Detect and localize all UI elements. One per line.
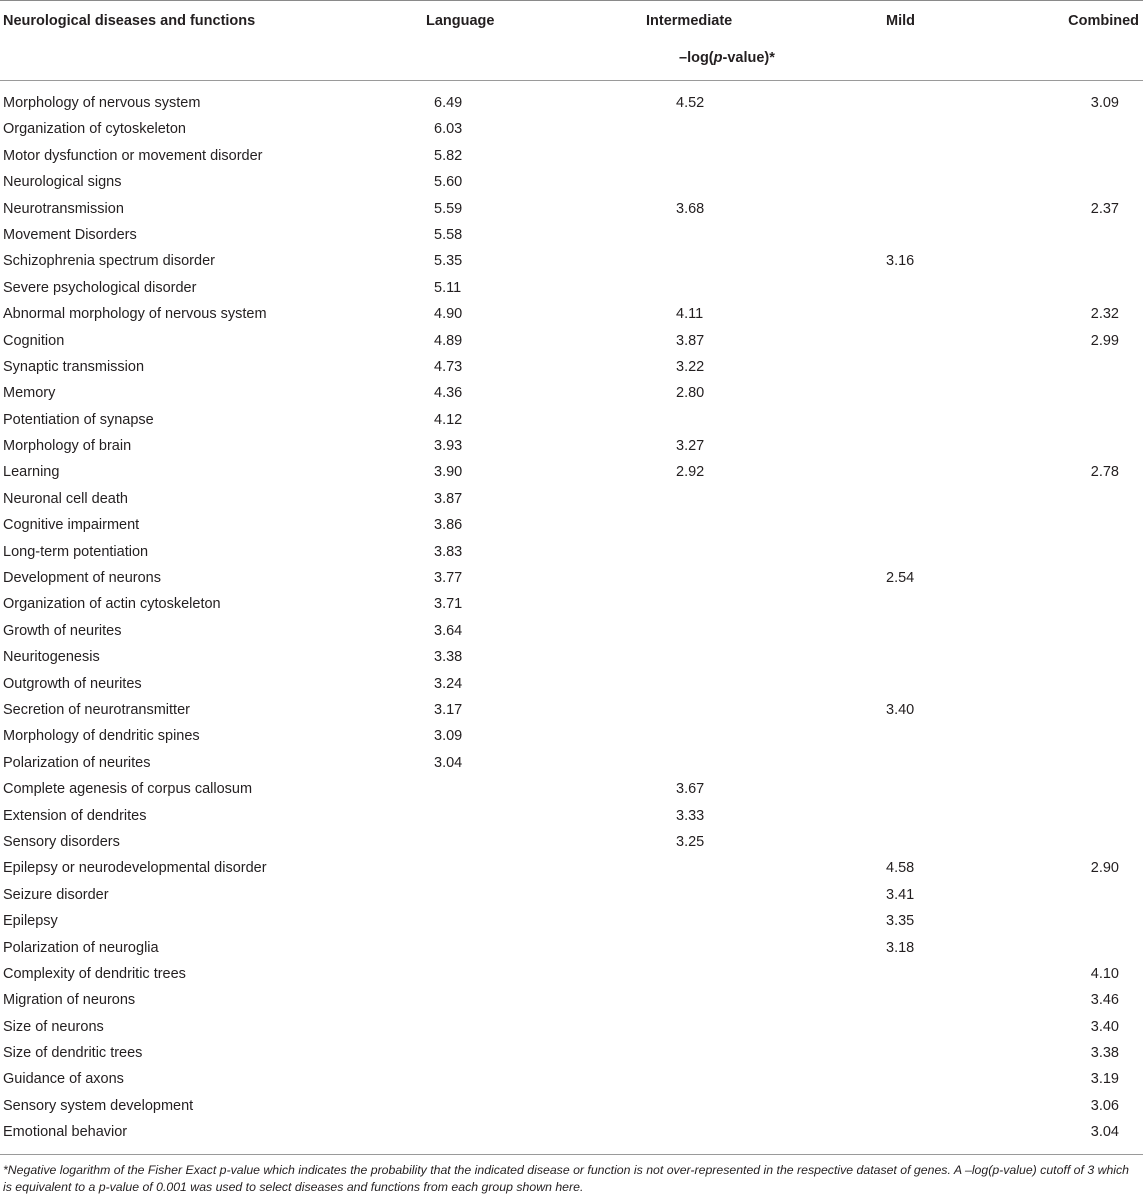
table-row <box>0 354 1143 380</box>
table-row <box>0 433 1143 459</box>
table-row <box>0 486 1143 512</box>
header-divider-rule <box>0 80 1143 81</box>
cell-name: Polarization of neuroglia <box>3 939 159 956</box>
table-row <box>0 169 1143 195</box>
table-bottom-rule <box>0 1154 1143 1155</box>
cell-name: Emotional behavior <box>3 1124 128 1141</box>
cell-language: 5.82 <box>434 147 463 164</box>
subheader-prefix: –log( <box>679 50 714 66</box>
cell-name: Sensory system development <box>3 1097 194 1114</box>
cell-combined: 3.19 <box>1090 1071 1119 1088</box>
table-row <box>0 803 1143 829</box>
table-row <box>0 987 1143 1013</box>
cell-combined: 3.06 <box>1090 1097 1119 1114</box>
cell-language: 3.71 <box>434 596 463 613</box>
table-footnote: *Negative logarithm of the Fisher Exact p-value which indicates the probability that the indicated disease or function is not over-represented in the respective dataset of genes. A –log(p-value) cutoff of 3 which is equivalent to a p-value of 0.001 was used to select diseases and functions from each group shown here. <box>3 1163 1130 1194</box>
table-row <box>0 1040 1143 1066</box>
cell-name: Complexity of dendritic trees <box>3 965 186 982</box>
cell-language: 3.90 <box>434 464 463 481</box>
table-row <box>0 248 1143 274</box>
cell-name: Seizure disorder <box>3 886 109 903</box>
cell-name: Development of neurons <box>3 570 161 587</box>
table-row <box>0 671 1143 697</box>
table-row <box>0 855 1143 881</box>
table-row <box>0 750 1143 776</box>
cell-intermediate: 2.80 <box>676 385 705 402</box>
table-row <box>0 829 1143 855</box>
cell-combined: 3.04 <box>1090 1124 1119 1141</box>
cell-name: Potentiation of synapse <box>3 411 154 428</box>
cell-name: Secretion of neurotransmitter <box>3 701 190 718</box>
cell-intermediate: 3.67 <box>676 781 705 798</box>
cell-combined: 3.46 <box>1090 992 1119 1009</box>
table-row <box>0 90 1143 116</box>
cell-name: Neuritogenesis <box>3 649 100 666</box>
cell-intermediate: 3.33 <box>676 807 705 824</box>
subheader-suffix: -value)* <box>722 50 775 66</box>
table-row <box>0 591 1143 617</box>
cell-mild: 3.16 <box>886 253 915 270</box>
cell-language: 3.09 <box>434 728 463 745</box>
cell-name: Synaptic transmission <box>3 358 145 375</box>
table-row <box>0 301 1143 327</box>
table-row <box>0 882 1143 908</box>
cell-name: Organization of actin cytoskeleton <box>3 596 221 613</box>
header-language: Language <box>426 13 495 29</box>
cell-language: 3.04 <box>434 754 463 771</box>
cell-combined: 3.09 <box>1090 95 1119 111</box>
table-row <box>0 1119 1143 1145</box>
cell-combined: 4.10 <box>1090 965 1119 982</box>
cell-language: 4.36 <box>434 385 463 402</box>
table-row <box>0 196 1143 222</box>
cell-mild: 3.40 <box>886 701 915 718</box>
table-row <box>0 328 1143 354</box>
cell-language: 3.64 <box>434 622 463 639</box>
cell-intermediate: 3.68 <box>676 200 705 217</box>
table-row <box>0 723 1143 749</box>
cell-language: 3.38 <box>434 649 463 666</box>
table-row <box>0 1014 1143 1040</box>
cell-name: Long-term potentiation <box>3 543 149 560</box>
cell-combined: 3.38 <box>1090 1045 1119 1062</box>
cell-language: 5.35 <box>434 253 463 270</box>
cell-name: Cognitive impairment <box>3 517 140 534</box>
cell-mild: 4.58 <box>886 860 915 877</box>
table-row <box>0 116 1143 142</box>
cell-combined: 2.99 <box>1090 332 1119 349</box>
table-top-rule <box>0 0 1143 1</box>
cell-name: Sensory disorders <box>3 833 120 850</box>
table-row <box>0 275 1143 301</box>
cell-language: 5.11 <box>434 279 462 296</box>
cell-mild: 2.54 <box>886 570 915 587</box>
header-intermediate: Intermediate <box>646 13 733 29</box>
table-row <box>0 222 1143 248</box>
cell-name: Cognition <box>3 332 65 349</box>
cell-name: Size of dendritic trees <box>3 1045 143 1062</box>
cell-name: Size of neurons <box>3 1018 104 1035</box>
table-row <box>0 908 1143 934</box>
cell-name: Abnormal morphology of nervous system <box>3 306 267 323</box>
cell-name: Neuronal cell death <box>3 490 128 507</box>
table-row <box>0 935 1143 961</box>
cell-language: 4.73 <box>434 358 463 375</box>
cell-language: 3.83 <box>434 543 463 560</box>
cell-name: Neurological signs <box>3 174 122 191</box>
cell-language: 3.17 <box>434 701 463 718</box>
table-row <box>0 961 1143 987</box>
cell-name: Complete agenesis of corpus callosum <box>3 781 253 798</box>
cell-name: Extension of dendrites <box>3 807 147 824</box>
cell-language: 5.59 <box>434 200 463 217</box>
cell-language: 3.86 <box>434 517 463 534</box>
cell-combined: 2.78 <box>1090 464 1119 481</box>
cell-name: Migration of neurons <box>3 992 136 1009</box>
table-row <box>0 380 1143 406</box>
cell-language: 3.24 <box>434 675 463 692</box>
cell-language: 3.87 <box>434 490 463 507</box>
cell-intermediate: 2.92 <box>676 464 705 481</box>
table-row <box>0 512 1143 538</box>
cell-language: 5.60 <box>434 174 463 191</box>
cell-language: 4.90 <box>434 306 463 323</box>
table-row <box>0 1066 1143 1092</box>
table-row <box>0 539 1143 565</box>
subheader-italic-p: p <box>713 50 723 66</box>
cell-language: 6.03 <box>434 121 463 138</box>
cell-name: Epilepsy <box>3 913 58 930</box>
cell-name: Morphology of dendritic spines <box>3 728 200 745</box>
cell-language: 4.12 <box>434 411 463 428</box>
cell-intermediate: 3.87 <box>676 332 705 349</box>
cell-name: Memory <box>3 385 56 402</box>
table-body <box>0 90 1143 1146</box>
cell-combined: 3.40 <box>1090 1018 1119 1035</box>
cell-language: 6.49 <box>434 95 463 111</box>
cell-name: Guidance of axons <box>3 1071 124 1088</box>
table-row <box>0 697 1143 723</box>
table-row <box>0 644 1143 670</box>
cell-name: Organization of cytoskeleton <box>3 121 186 138</box>
header-diseases-functions: Neurological diseases and functions <box>3 13 256 29</box>
cell-language: 3.77 <box>434 570 463 587</box>
cell-name: Learning <box>3 464 60 481</box>
cell-combined: 2.90 <box>1090 860 1119 877</box>
cell-combined: 2.37 <box>1090 200 1119 217</box>
cell-name: Outgrowth of neurites <box>3 675 142 692</box>
cell-intermediate: 4.11 <box>676 306 704 323</box>
cell-language: 3.93 <box>434 438 463 455</box>
cell-name: Motor dysfunction or movement disorder <box>3 147 263 164</box>
table-row <box>0 1093 1143 1119</box>
cell-mild: 3.35 <box>886 913 915 930</box>
cell-combined: 2.32 <box>1090 306 1119 323</box>
cell-name: Severe psychological disorder <box>3 279 197 296</box>
cell-name: Morphology of brain <box>3 438 132 455</box>
subheader-log-p-value <box>679 50 775 66</box>
table-row <box>0 143 1143 169</box>
cell-name: Growth of neurites <box>3 622 122 639</box>
cell-language: 4.89 <box>434 332 463 349</box>
table-row <box>0 565 1143 591</box>
cell-name: Schizophrenia spectrum disorder <box>3 253 215 270</box>
table-row <box>0 407 1143 433</box>
table-row <box>0 776 1143 802</box>
cell-intermediate: 3.25 <box>676 833 705 850</box>
cell-name: Polarization of neurites <box>3 754 151 771</box>
cell-intermediate: 3.27 <box>676 438 705 455</box>
cell-name: Epilepsy or neurodevelopmental disorder <box>3 860 267 877</box>
table-row <box>0 459 1143 485</box>
cell-name: Morphology of nervous system <box>3 95 201 111</box>
cell-mild: 3.41 <box>886 886 915 903</box>
table-row <box>0 618 1143 644</box>
cell-name: Neurotransmission <box>3 200 124 217</box>
cell-language: 5.58 <box>434 226 463 243</box>
header-mild: Mild <box>886 13 915 29</box>
header-combined: Combined <box>1068 13 1139 29</box>
cell-intermediate: 3.22 <box>676 358 705 375</box>
cell-mild: 3.18 <box>886 939 915 956</box>
cell-name: Movement Disorders <box>3 226 137 243</box>
cell-intermediate: 4.52 <box>676 95 705 111</box>
